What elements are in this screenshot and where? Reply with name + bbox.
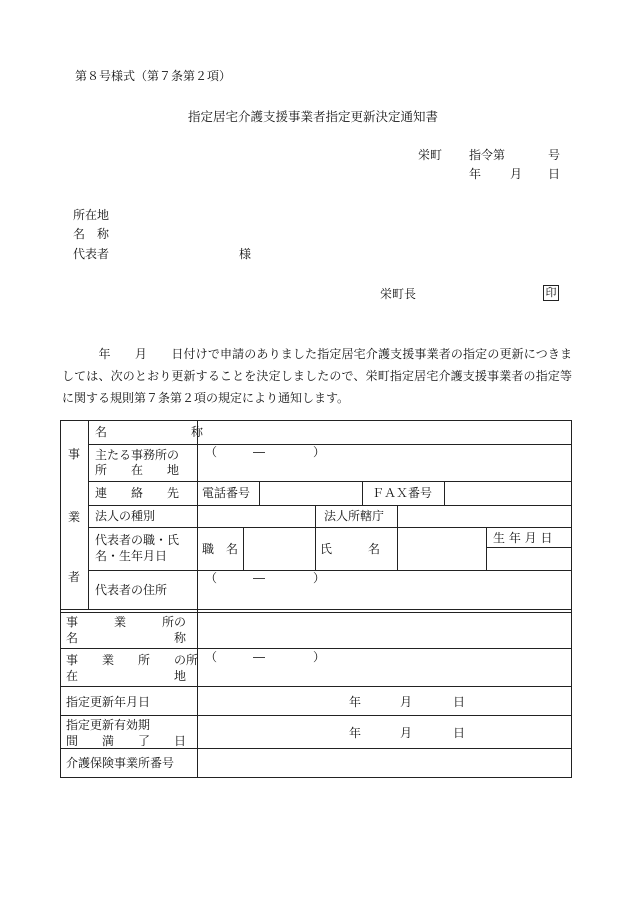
postal-placeholder-1: （ ― ）	[205, 445, 326, 459]
row-label-rep-1: 代表者の職・氏	[95, 533, 180, 547]
number-suffix: 号	[548, 148, 561, 162]
expiry-month: 月	[400, 726, 413, 740]
expiry-day: 日	[453, 726, 466, 740]
addressee-rep-label: 代表者	[73, 247, 110, 261]
row-label-expiry-2: 間 満 了 日	[66, 734, 187, 748]
row-label-contact: 連 絡 先	[95, 486, 180, 500]
directive-label: 指令第	[469, 148, 506, 162]
business-side-char-3: 者	[68, 570, 81, 584]
postal-placeholder-3: （ ― ）	[205, 650, 326, 664]
postal-placeholder-2: （ ― ）	[205, 571, 326, 585]
business-side-char-2: 業	[68, 510, 81, 524]
birth-date-label: 生 年 月 日	[493, 531, 553, 545]
row-label-office-name-2: 名 称	[66, 631, 187, 645]
row-label-insurer-number: 介護保険事業所番号	[66, 756, 175, 770]
row-label-office-location-1: 事 業 所 の所	[66, 653, 199, 667]
row-label-renewal-date: 指定更新年月日	[66, 695, 151, 709]
row-label-office-name-1: 事 業 所の	[66, 615, 187, 629]
position-label: 職 名	[202, 542, 239, 556]
mayor-label: 栄町長	[380, 287, 417, 301]
row-label-main-office-2: 所 在 地	[95, 463, 180, 477]
addressee-name-label: 名 称	[73, 227, 110, 241]
phone-label: 電話番号	[202, 486, 251, 500]
date-month: 月	[510, 167, 523, 181]
date-year: 年	[469, 167, 482, 181]
seal-mark: 印	[543, 285, 559, 301]
honorific: 様	[239, 247, 252, 261]
jurisdiction-label: 法人所轄庁	[324, 509, 385, 523]
date-day: 日	[548, 167, 561, 181]
row-label-rep-address: 代表者の住所	[95, 583, 168, 597]
issuer-town: 栄町	[418, 148, 443, 162]
row-label-main-office-1: 主たる事務所の	[95, 448, 180, 462]
renewal-day: 日	[453, 695, 466, 709]
notice-body: 年 月 日付けで申請のありました指定居宅介護支援事業者の指定の更新につきましては、次のとおり更新することを決定しましたので、栄町指定居宅介護支援事業者の指定等に関する規則第７条第２項の規定により通知します。	[62, 347, 572, 405]
form-number: 第８号様式（第７条第２項）	[75, 69, 232, 83]
row-label-corp-type: 法人の種別	[95, 509, 156, 523]
row-label-name: 名 称	[95, 425, 204, 439]
renewal-month: 月	[400, 695, 413, 709]
document-title: 指定居宅介護支援事業者指定更新決定通知書	[188, 109, 439, 124]
row-label-rep-2: 名・生年月日	[95, 549, 168, 563]
renewal-year: 年	[349, 695, 362, 709]
addressee-location-label: 所在地	[73, 208, 110, 222]
full-name-label: 氏 名	[320, 542, 381, 556]
row-label-expiry-1: 指定更新有効期	[66, 718, 151, 732]
expiry-year: 年	[349, 726, 362, 740]
business-side-char-1: 事	[68, 447, 81, 461]
row-label-office-location-2: 在 地	[66, 669, 187, 683]
fax-label: ＦＡＸ番号	[372, 486, 433, 500]
